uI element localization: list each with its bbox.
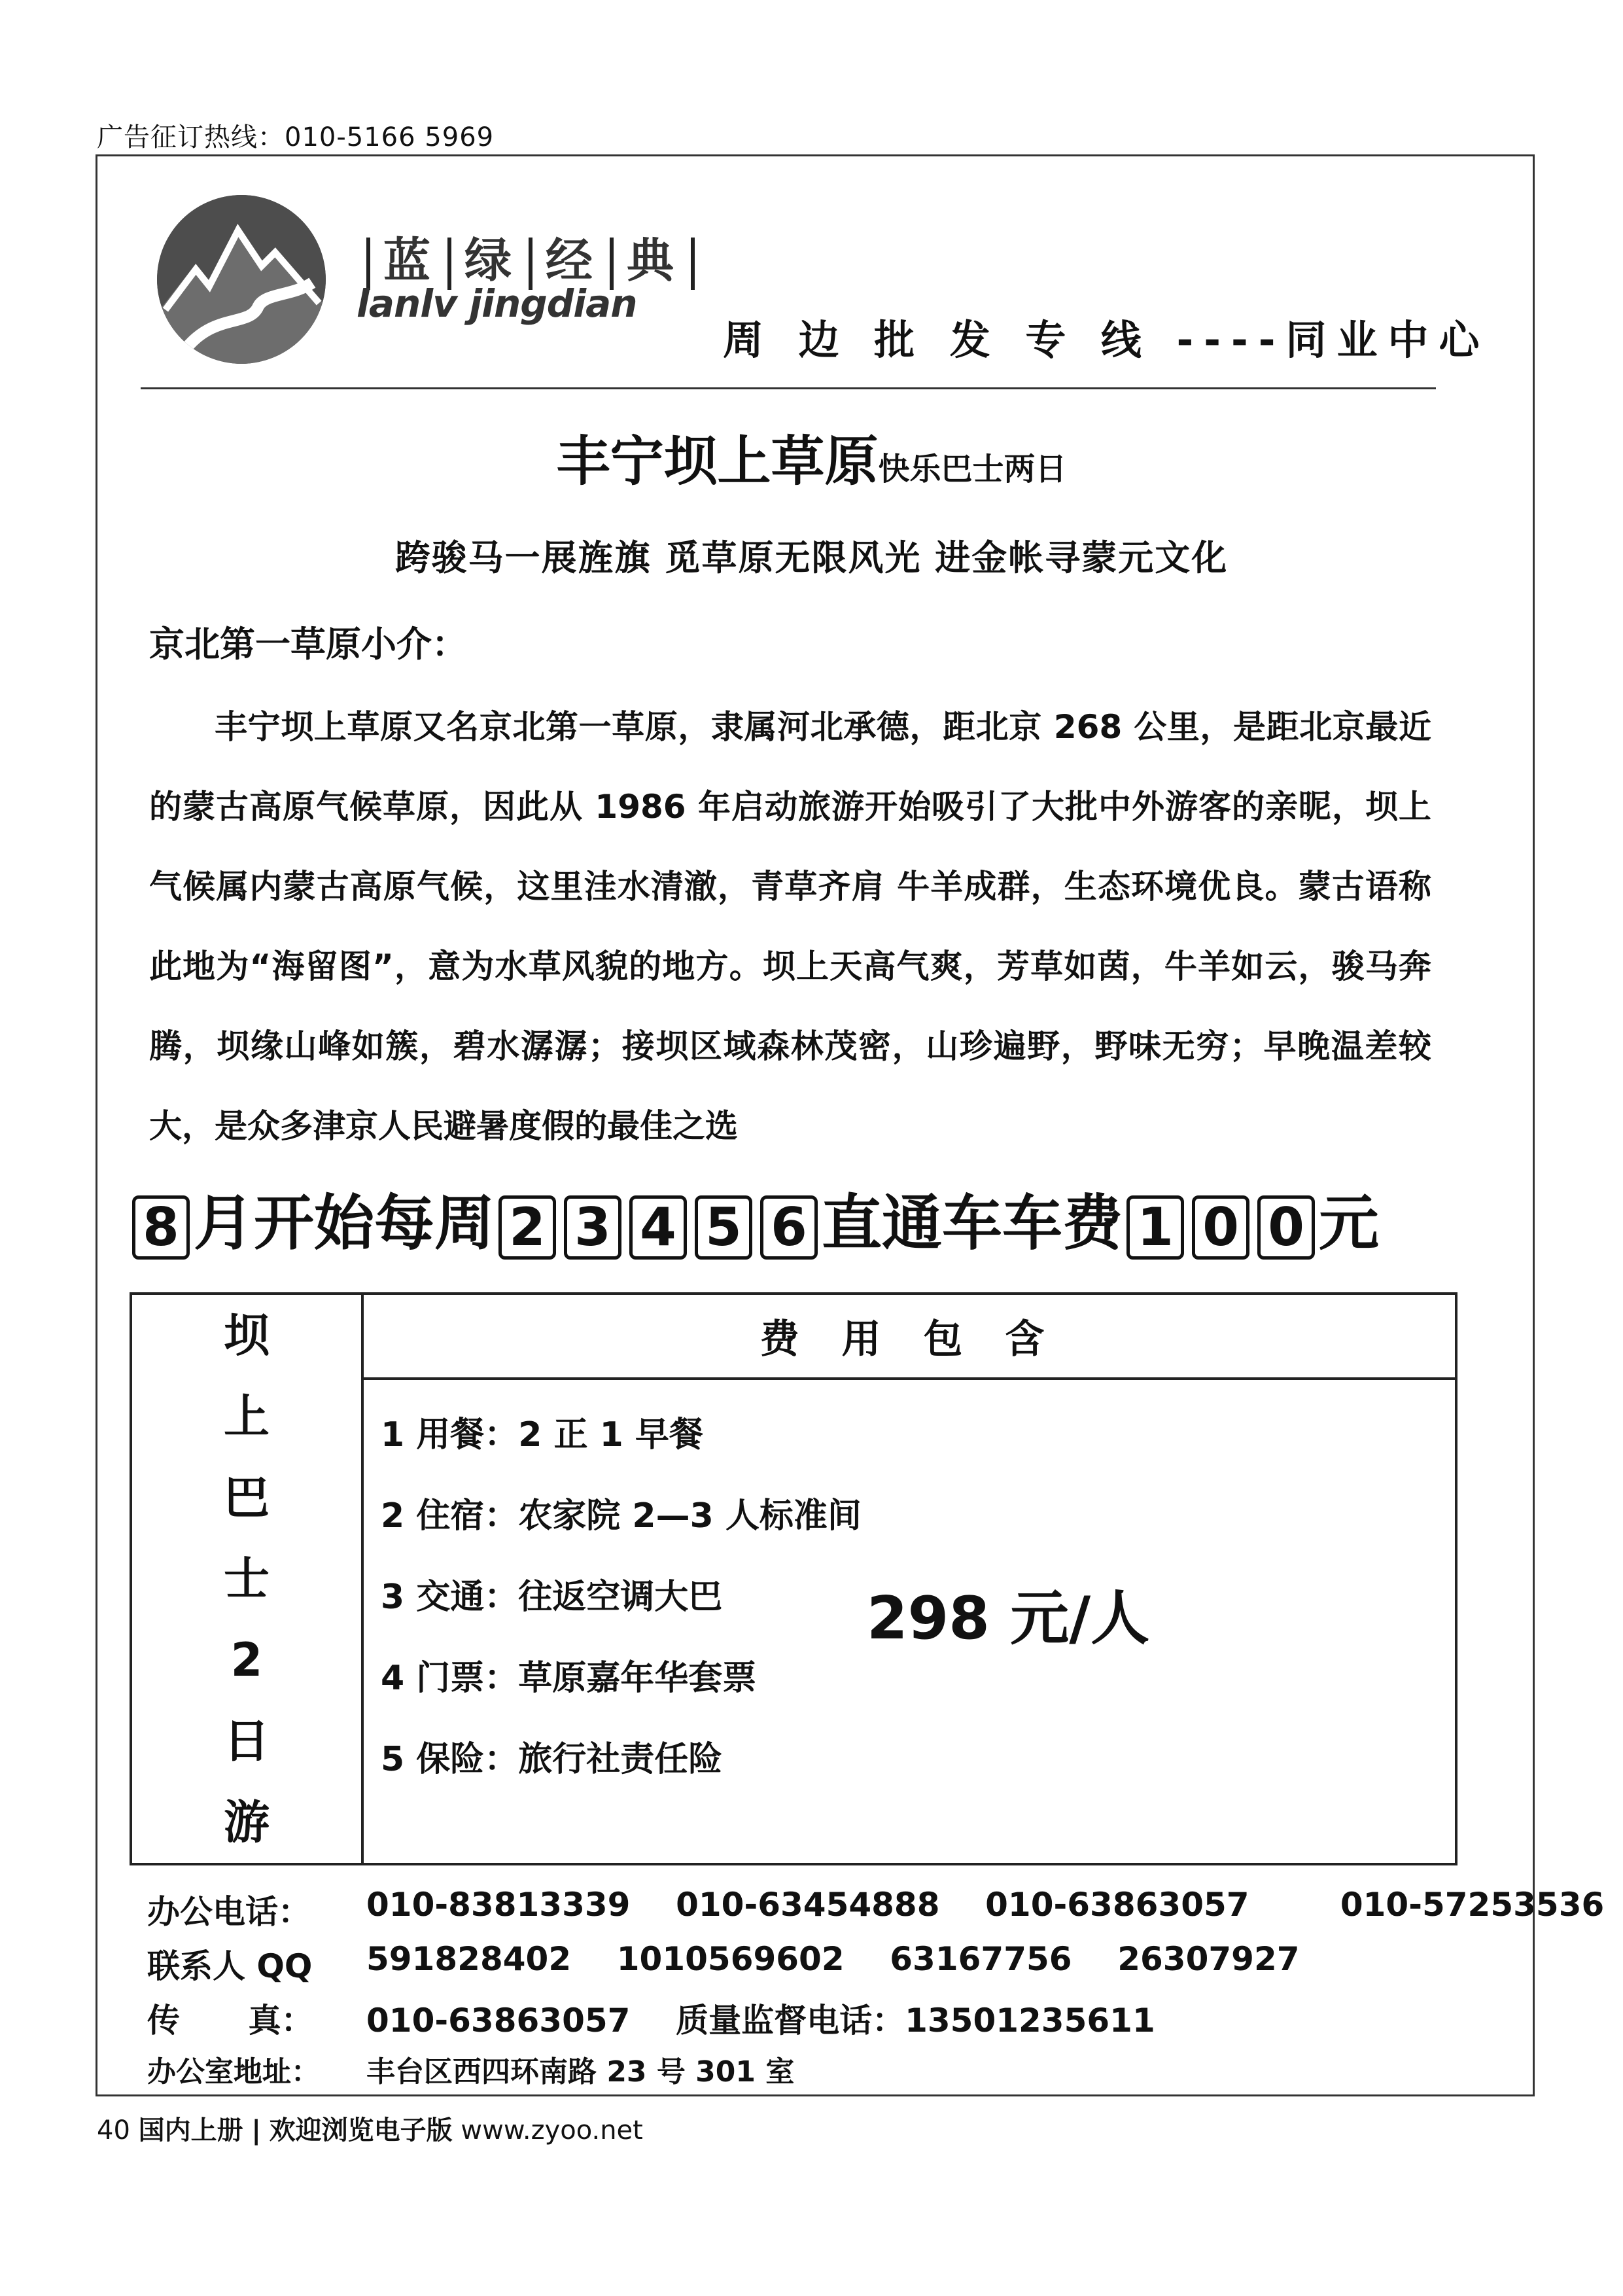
price: 298 元/人 <box>867 1584 1150 1653</box>
fee-item: 5 保险：旅行社责任险 <box>381 1740 723 1779</box>
footer-section: 国内上册 <box>138 2115 243 2146</box>
tour-name-char: 2 <box>230 1633 263 1687</box>
page-footer <box>97 2110 643 2147</box>
brand-char: 绿 <box>464 233 516 288</box>
fax-label: 传 真： <box>147 2002 314 2040</box>
tour-name-char: 游 <box>224 1795 270 1849</box>
phone-numbers: 010-83813339 010-63454888 010-63863057 010-57253536 <box>366 1886 1605 1924</box>
fee-item: 1 用餐：2 正 1 早餐 <box>381 1415 703 1455</box>
schedule-banner <box>128 1188 1532 1260</box>
tour-name-char: 巴 <box>224 1471 270 1525</box>
intro-heading: 京北第一草原小介： <box>149 624 467 665</box>
brand-tagline: 周 边 批 发 专 线 ----同业中心 <box>723 316 1490 364</box>
page-number: 40 <box>97 2115 130 2146</box>
brand-char: 经 <box>546 233 597 288</box>
banner-text: 元 <box>1319 1188 1380 1258</box>
fee-digit: 0 <box>1192 1195 1249 1260</box>
footer-welcome: 欢迎浏览电子版 <box>269 2115 453 2146</box>
fee-table <box>130 1292 1457 1865</box>
fee-digit: 0 <box>1257 1195 1315 1260</box>
phone-label: 办公电话： <box>147 1893 311 1931</box>
brand-divider <box>691 238 695 290</box>
qq-numbers: 591828402 1010569602 63167756 26307927 <box>366 1940 1300 1978</box>
tour-name-char: 日 <box>224 1714 270 1768</box>
address: 丰台区西四环南路 23 号 301 室 <box>366 2055 795 2089</box>
mountain-logo-icon <box>157 195 326 364</box>
footer-separator: | <box>251 2115 261 2146</box>
address-label: 办公室地址： <box>147 2055 320 2089</box>
banner-text: 月开始每周 <box>194 1188 495 1258</box>
weekday-digit: 2 <box>498 1195 556 1260</box>
tour-name-char: 坝 <box>224 1309 270 1362</box>
brand-name <box>353 222 708 291</box>
fee-item: 2 住宿：农家院 2—3 人标准间 <box>381 1496 862 1536</box>
brand-pinyin: lanlv jingdian <box>357 281 637 326</box>
weekday-digit: 6 <box>760 1195 818 1260</box>
fee-item: 3 交通：往返空调大巴 <box>381 1578 723 1617</box>
fee-header: 费 用 包 含 <box>362 1294 1456 1379</box>
tour-name-char: 上 <box>224 1390 270 1443</box>
weekday-digit: 5 <box>695 1195 752 1260</box>
ad-hotline: 广告征订热线：010-5166 5969 <box>97 122 495 152</box>
intro-body <box>149 687 1431 1166</box>
weekday-digit: 3 <box>564 1195 621 1260</box>
intro-paragraph: 丰宁坝上草原又名京北第一草原，隶属河北承德，距北京 268 公里，是距北京最近的蒙古高原气候草原，因此从 1986 年启动旅游开始吸引了大批中外游客的亲昵，坝上气候属内蒙古高原气候，这里洼水清澈，青草齐肩 牛羊成群，生态环境优良。蒙古语称此地为“海留图”，意为水草风貌的地方。坝上天高气爽，芳草如茵，牛羊如云，骏马奔腾，坝缘山峰如簇，碧水潺潺；接坝区域森林茂密，山珍遍野，野味无穷；早晚温差较大，是众多津京人民避暑度假的最佳之选 <box>149 708 1431 1145</box>
page-title <box>0 419 1623 495</box>
slogan: 跨骏马一展旌旗 觅草原无限风光 进金帐寻蒙元文化 <box>394 537 1229 578</box>
header-divider <box>141 387 1436 389</box>
title-main: 丰宁坝上草原 <box>556 431 879 493</box>
weekday-digit: 4 <box>629 1195 687 1260</box>
title-sub: 快乐巴士两日 <box>878 451 1067 487</box>
brand-char: 蓝 <box>383 233 435 288</box>
fee-item: 4 门票：草原嘉年华套票 <box>381 1659 757 1698</box>
fax-number: 010-63863057 质量监督电话：13501235611 <box>366 2002 1155 2040</box>
month-digit: 8 <box>132 1195 190 1260</box>
brand-char: 典 <box>627 233 678 288</box>
tour-name-cell <box>131 1294 362 1864</box>
tour-name-char: 士 <box>224 1552 270 1606</box>
fee-digit: 1 <box>1126 1195 1184 1260</box>
banner-text: 直通车车费 <box>822 1188 1123 1258</box>
footer-url[interactable]: www.zyoo.net <box>461 2115 643 2146</box>
qq-label: 联系人 QQ <box>147 1947 313 1985</box>
